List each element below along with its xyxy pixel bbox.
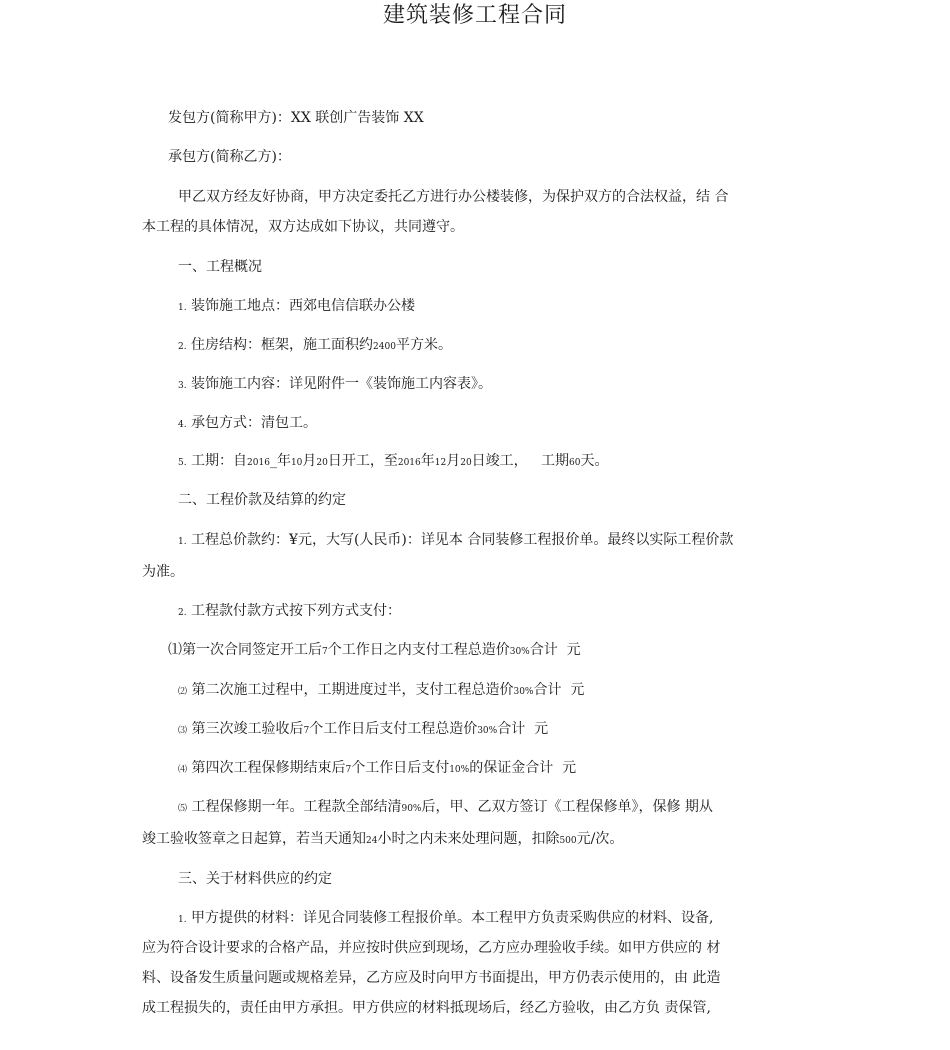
- sec1-item-5: [178, 451, 608, 473]
- document-title: 建筑装修工程合同: [382, 3, 567, 28]
- item-text: 装饰施工地点：西郊电信信联办公楼: [191, 298, 416, 314]
- item-text: 年: [420, 453, 435, 469]
- payment-5-line-1: [178, 797, 713, 819]
- payment-text: 工程保修期一年。工程款全部结清: [191, 799, 402, 815]
- intro-line-2: 本工程的具体情况，双方达成如下协议，共同遵守。: [142, 219, 464, 235]
- item-number: 5.: [178, 458, 187, 468]
- item-number: 1.: [178, 303, 187, 313]
- payment-text: 元: [566, 642, 581, 658]
- item-text: 住房结构：框架，施工面积约: [191, 337, 374, 353]
- sec3-item-1-line-4: 成工程损失的，责任由甲方承担。甲方供应的材料抵现场后，经乙方验收，由乙方负 责保管,: [142, 1000, 711, 1016]
- payment-text: 第三次竣工验收后: [191, 721, 304, 737]
- payment-text: 竣工验收签章之日起算，若当天通知: [142, 831, 366, 847]
- section-2-heading: 二、工程价款及结算的约定: [178, 492, 346, 508]
- area-value: 2400: [373, 342, 396, 352]
- days-value: 7: [345, 765, 352, 775]
- sec2-item-1-line-2: 为准。: [142, 564, 184, 580]
- item-text: 月: [302, 453, 317, 469]
- item-text: 工程款付款方式按下列方式支付：: [191, 603, 402, 619]
- percent-value: 10%: [449, 765, 470, 775]
- item-text: 月: [446, 453, 461, 469]
- section-1-heading: 一、工程概况: [178, 259, 262, 275]
- duration-days: 60: [569, 458, 581, 468]
- payment-text: 的保证金合计: [469, 760, 554, 776]
- payment-text: 第二次施工过程中，工期进度过半，支付工程总造价: [191, 682, 514, 698]
- party-a-line: 发包方(简称甲方)：XX 联创广告装饰 XX: [168, 110, 424, 126]
- sec3-item-1-line-3: 料、设备发生质量问题或规格差异，乙方应及时向甲方书面提出，甲方仍表示使用的，由 此造: [142, 970, 721, 986]
- item-number: 1.: [178, 915, 187, 925]
- item-number: 1.: [178, 537, 187, 547]
- percent-value: 30%: [509, 647, 530, 657]
- item-number: 3.: [178, 381, 187, 391]
- percent-value: 30%: [477, 726, 498, 736]
- payment-text: 第四次工程保修期结束后: [191, 760, 346, 776]
- payment-text: 合计: [533, 682, 562, 698]
- item-text: 日竣工，: [471, 453, 528, 469]
- hours-value: 24: [366, 836, 378, 846]
- sec1-item-1: [178, 296, 415, 318]
- end-day: 20: [460, 458, 472, 468]
- item-number: 2.: [178, 608, 187, 618]
- item-text: 工程总价款约：¥元，大写(人民币)：详见本 合同装修工程报价单。最终以实际工程价款: [191, 532, 734, 548]
- party-b-line: 承包方(简称乙方)：: [168, 149, 291, 165]
- sec1-item-4: [178, 413, 317, 435]
- sec1-item-2: [178, 335, 452, 357]
- end-month: 12: [434, 458, 447, 468]
- payment-text: 元: [570, 682, 585, 698]
- section-3-heading: 三、关于材料供应的约定: [178, 871, 332, 887]
- item-text: _年: [269, 453, 291, 469]
- payment-5-line-2: [142, 829, 623, 851]
- payment-text: 合计: [529, 642, 558, 658]
- payment-text: 个工作日之内支付工程总造价: [327, 642, 510, 658]
- item-text: 装饰施工内容：详见附件一《装饰施工内容表》。: [191, 376, 493, 392]
- payment-text: 个工作日后支付工程总造价: [309, 721, 478, 737]
- payment-text: 小时之内未来处理问题，扣除: [377, 831, 560, 847]
- start-year: 2016: [247, 458, 270, 468]
- payment-number: ⑴: [168, 642, 182, 658]
- days-value: 7: [303, 726, 310, 736]
- payment-text: 第一次合同签定开工后: [182, 642, 322, 658]
- sec1-item-3: [178, 374, 492, 396]
- payment-text: 后，甲、乙双方签订《工程保修单》，保修 期从: [421, 799, 713, 815]
- payment-text: 元: [562, 760, 577, 776]
- start-day: 20: [316, 458, 328, 468]
- payment-2: [178, 680, 584, 702]
- sec3-item-1-line-2: 应为符合设计要求的合格产品，并应按时供应到现场，乙方应办理验收手续。如甲方供应的 材: [142, 940, 721, 956]
- payment-number: ⑵: [178, 687, 188, 697]
- days-value: 7: [322, 647, 328, 657]
- item-text: 工期：自: [191, 453, 248, 469]
- percent-value: 90%: [401, 804, 422, 814]
- payment-3: [178, 719, 548, 741]
- item-text: 日开工，至: [327, 453, 398, 469]
- sec3-item-1-line-1: [178, 908, 714, 930]
- payment-number: ⑷: [178, 765, 188, 775]
- payment-4: [178, 758, 576, 780]
- payment-number: ⑸: [178, 804, 188, 814]
- end-year: 2016: [397, 458, 421, 468]
- item-number: 4.: [178, 420, 187, 430]
- sec2-item-1-line-1: [178, 530, 733, 552]
- payment-text: 元: [534, 721, 549, 737]
- payment-text: 个工作日后支付: [351, 760, 450, 776]
- item-text: 甲方提供的材料：详见合同装修工程报价单。本工程甲方负责采购供应的材料、设备,: [191, 910, 714, 926]
- item-text: 承包方式：清包工。: [191, 415, 318, 431]
- item-number: 2.: [178, 342, 187, 352]
- start-month: 10: [290, 458, 303, 468]
- sec2-item-2: [178, 601, 401, 623]
- penalty-value: 500: [559, 836, 577, 846]
- payment-text: 元/次。: [576, 831, 624, 847]
- payment-text: 合计: [497, 721, 526, 737]
- item-text: 工期: [541, 453, 570, 469]
- intro-line-1: 甲乙双方经友好协商，甲方决定委托乙方进行办公楼装修，为保护双方的合法权益，结 合: [178, 189, 729, 205]
- percent-value: 30%: [513, 687, 534, 697]
- item-text: 天。: [580, 453, 609, 469]
- payment-1: [168, 640, 581, 662]
- item-text: 平方米。: [395, 337, 452, 353]
- payment-number: ⑶: [178, 726, 188, 736]
